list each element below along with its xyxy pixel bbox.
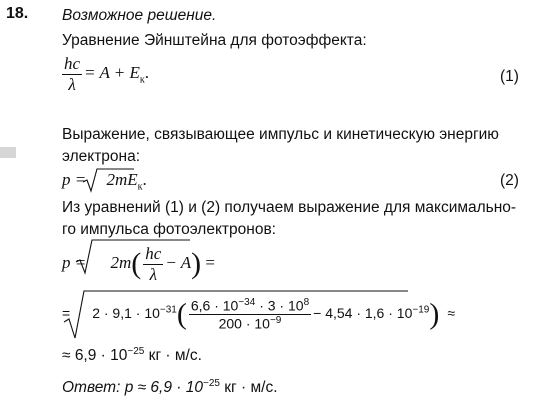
answer-value: p ≈ 6,9 · 10	[120, 379, 203, 397]
equation-3	[62, 244, 215, 284]
equation-3-lhs: p =	[62, 252, 91, 272]
fraction-denominator: λ	[143, 264, 163, 285]
exponent: −25	[203, 378, 220, 389]
radicand-prefix: 2m	[110, 252, 132, 272]
equation-end: =	[201, 252, 215, 272]
unit: кг · м/с.	[219, 379, 278, 397]
answer-line	[62, 378, 278, 397]
subtrahend: − 4,54 · 1,6 · 10	[313, 304, 413, 321]
subscript: к	[139, 74, 145, 86]
equation-4	[62, 297, 455, 332]
paragraph-2-line-1: Выражение, связывающее импульс и кинетическую энергию	[62, 126, 499, 143]
close-paren: )	[429, 297, 440, 331]
equation-1-label: (1)	[500, 68, 519, 85]
answer-label: Ответ:	[62, 379, 121, 397]
radical-sign-eq2	[83, 169, 134, 191]
problem-number: 18.	[6, 5, 29, 22]
intro-text: Уравнение Эйнштейна для фотоэффекта:	[62, 32, 367, 49]
open-paren: (	[176, 297, 187, 331]
unit: кг · м/с.	[144, 347, 202, 365]
equation-2-lhs: p =	[62, 170, 91, 189]
open-paren: (	[131, 247, 142, 281]
equation-end: .	[142, 170, 147, 189]
subscript: к	[137, 181, 143, 193]
equation-2-label: (2)	[500, 172, 519, 189]
approx-sign: ≈	[447, 304, 456, 321]
paragraph-3-line-1: Из уравнений (1) и (2) получаем выражение для максимально-	[62, 199, 517, 216]
fraction-numerator: hc	[64, 54, 81, 73]
equation-5	[62, 346, 202, 365]
paragraph-2-line-2: электрона:	[62, 148, 141, 165]
exponent: −31	[159, 304, 177, 316]
equals-sign: =	[62, 304, 71, 321]
minus-a: − A	[165, 252, 192, 272]
fraction-denominator: $200 \cdot 10^{-9}$	[189, 314, 311, 332]
paragraph-3-line-2: го импульса фотоэлектронов:	[62, 221, 276, 238]
fraction	[143, 244, 163, 284]
exponent: −19	[412, 304, 430, 316]
radicand: 2mE	[106, 170, 138, 189]
close-paren: )	[191, 247, 202, 281]
fraction-numerator: hc	[145, 244, 162, 263]
fraction	[189, 297, 311, 332]
equation-end: .	[144, 62, 150, 82]
fraction-denominator: λ	[62, 74, 82, 95]
radicand-prefix: 2 · 9,1 · 10	[92, 304, 160, 321]
fraction-numerator: $6,6 \cdot 10^{-34} \cdot 3 \cdot 10^8$	[190, 297, 310, 314]
equation-5-value: ≈ 6,9 · 10	[62, 347, 128, 365]
equation-1-rhs: = A + E	[84, 62, 140, 82]
solution-heading: Возможное решение.	[62, 7, 217, 24]
exponent: −25	[127, 346, 145, 357]
